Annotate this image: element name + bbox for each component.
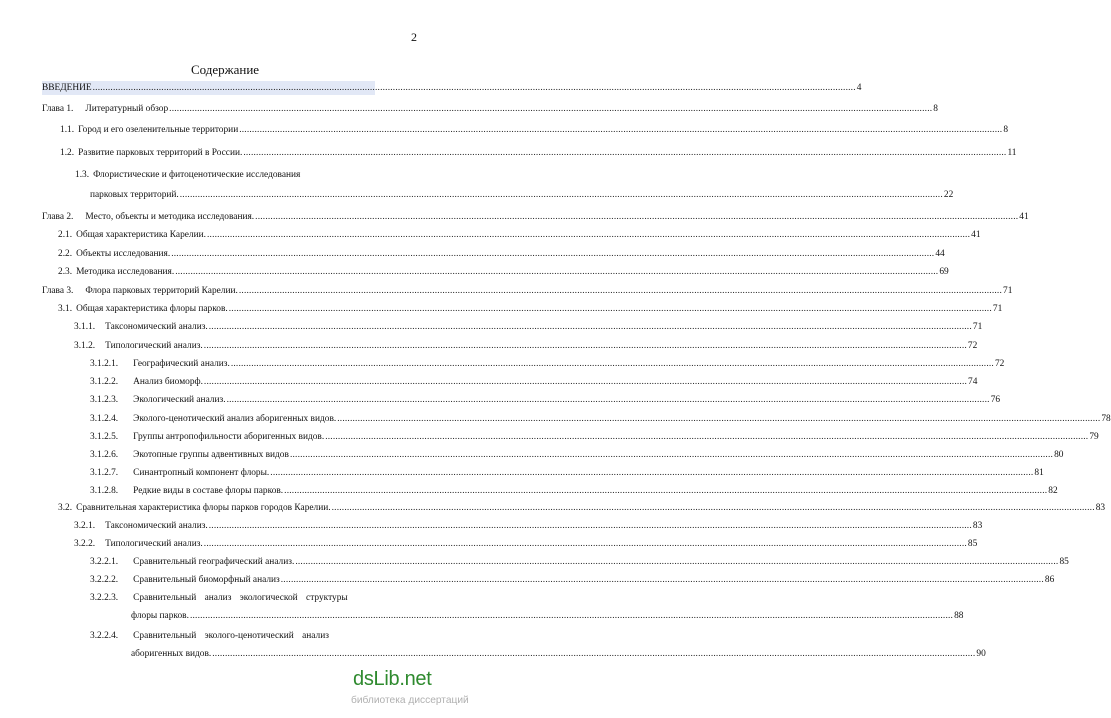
toc-entry-row xyxy=(90,591,375,605)
watermark xyxy=(351,668,469,712)
toc-entry-row xyxy=(90,412,1111,426)
toc-dot-leader: ............................................................................................................................................................................................................................................................................................................ xyxy=(289,450,1054,460)
toc-entry-number: 2.1. xyxy=(58,230,73,240)
toc-entry-page: 86 xyxy=(1044,575,1055,585)
toc-entry-number: 3.1.2.2. xyxy=(90,377,119,387)
toc-dot-leader: ............................................................................................................................................................................................................................................................................................................ xyxy=(212,649,976,659)
toc-entry-page: 83 xyxy=(972,521,983,531)
toc-entry-number: Глава 3. xyxy=(42,286,74,296)
toc-entry-row xyxy=(90,430,1099,444)
toc-entry-row xyxy=(74,320,983,334)
toc-entry-number: 3.2.2. xyxy=(74,539,96,549)
toc-entry xyxy=(75,168,954,202)
toc-entry-page: 4 xyxy=(856,83,862,93)
toc-entry xyxy=(90,484,1058,498)
toc-entry-row xyxy=(90,573,1055,587)
toc-entry xyxy=(60,146,1017,160)
toc-dot-leader: ............................................................................................................................................................................................................................................................................................................ xyxy=(238,286,1002,296)
toc-entry-page: 83 xyxy=(1095,503,1106,513)
toc-entry xyxy=(90,629,986,661)
toc-entry-label: Методика исследования. xyxy=(76,267,175,277)
toc-entry-label: Эколого-ценотический анализ аборигенных видов. xyxy=(133,414,337,424)
toc-entry-label: Сравнительный географический анализ. xyxy=(133,557,295,567)
toc-entry-label: Город и его озеленительные территории xyxy=(78,125,239,135)
toc-dot-leader: ............................................................................................................................................................................................................................................................................................................ xyxy=(92,83,856,93)
toc-entry-row xyxy=(42,102,938,116)
toc-entry-label: Редкие виды в составе флоры парков. xyxy=(133,486,284,496)
toc-entry-page: 8 xyxy=(1003,125,1009,135)
toc-entry-number: 3.1.1. xyxy=(74,322,96,332)
toc-entry-row xyxy=(90,357,1005,371)
toc-entry-label: Экотопные группы адвентивных видов xyxy=(133,450,289,460)
toc-entry-number: 3.1. xyxy=(58,304,73,314)
toc-dot-leader: ............................................................................................................................................................................................................................................................................................................ xyxy=(325,432,1089,442)
toc-entry xyxy=(74,519,983,533)
toc-dot-leader: ............................................................................................................................................................................................................................................................................................................ xyxy=(226,395,990,405)
toc-entry-row xyxy=(42,284,1013,298)
toc-entry-page: 8 xyxy=(933,104,938,114)
toc-entry-number: 3.2.1. xyxy=(74,521,96,531)
toc-dot-leader: ............................................................................................................................................................................................................................................................................................................ xyxy=(255,212,1019,222)
watermark-logo: dsLib.net xyxy=(353,668,432,690)
toc-entry-label-continued: парковых территорий. xyxy=(90,190,179,200)
toc-entry-row xyxy=(42,210,1029,224)
toc-dot-leader: ............................................................................................................................................................................................................................................................................................................ xyxy=(169,104,933,114)
toc-entry-label: Литературный обзор xyxy=(85,104,169,114)
toc-dot-leader: ............................................................................................................................................................................................................................................................................................................ xyxy=(171,249,935,259)
toc-entry-row xyxy=(90,647,986,661)
toc-entry-label: Сравнительный биоморфный анализ xyxy=(133,575,280,585)
toc-entry-number: Глава 2. xyxy=(42,212,74,222)
toc-entry-page: 41 xyxy=(971,230,981,240)
toc-entry-row xyxy=(74,519,983,533)
toc-dot-leader: ............................................................................................................................................................................................................................................................................................................ xyxy=(280,575,1044,585)
toc-entry xyxy=(90,357,1005,371)
toc-entry-row xyxy=(90,609,964,623)
toc-dot-leader: ............................................................................................................................................................................................................................................................................................................ xyxy=(208,322,972,332)
toc-entry-row xyxy=(74,537,978,551)
toc-entry xyxy=(90,448,1064,462)
toc-entry-row xyxy=(58,247,945,261)
toc-entry-row xyxy=(75,168,375,182)
toc-dot-leader: ............................................................................................................................................................................................................................................................................................................ xyxy=(284,486,1048,496)
toc-entry xyxy=(74,320,983,334)
toc-entry xyxy=(90,430,1099,444)
toc-entry-number: 3.2.2.3. xyxy=(90,593,119,603)
toc-entry-label: Флористические и фитоценотические исследования xyxy=(93,170,301,180)
toc-entry xyxy=(60,123,1009,137)
toc-entry-page: 90 xyxy=(976,649,986,659)
toc-entry-label: Географический анализ. xyxy=(133,359,230,369)
toc-entry-number: 2.3. xyxy=(58,267,73,277)
toc-entry-row xyxy=(58,228,981,242)
toc-entry-row xyxy=(90,555,1069,569)
toc-entry-number: Глава 1. xyxy=(42,104,74,114)
toc-entry-number: 3.2. xyxy=(58,503,73,513)
toc-dot-leader: ............................................................................................................................................................................................................................................................................................................ xyxy=(230,359,994,369)
toc-entry-label: Экологический анализ. xyxy=(133,395,226,405)
toc-entry-row xyxy=(58,501,1106,515)
toc-entry-number: 3.1.2.4. xyxy=(90,414,119,424)
toc-dot-leader: ............................................................................................................................................................................................................................................................................................................ xyxy=(243,148,1007,158)
toc-entry-label-continued: флоры парков. xyxy=(131,611,189,621)
toc-entry xyxy=(42,102,938,116)
toc-entry-number: 1.2. xyxy=(60,148,75,158)
toc-entry xyxy=(42,284,1013,298)
toc-dot-leader: ............................................................................................................................................................................................................................................................................................................ xyxy=(331,503,1095,513)
toc-entry-number: 3.1.2. xyxy=(74,341,96,351)
toc-entry-row xyxy=(58,265,949,279)
toc-dot-leader: ............................................................................................................................................................................................................................................................................................................ xyxy=(239,125,1003,135)
toc-entry-label: Сравнительный анализ экологической структуры xyxy=(133,593,348,603)
toc-entry-label: Объекты исследования. xyxy=(76,249,171,259)
toc-entry-label: Общая характеристика флоры парков. xyxy=(76,304,228,314)
toc-entry-label: Типологический анализ. xyxy=(105,539,203,549)
toc-entry-page: 71 xyxy=(992,304,1003,314)
toc-entry-row xyxy=(42,81,862,95)
toc-entry-label: ВВЕДЕНИЕ xyxy=(42,83,92,93)
toc-entry-row xyxy=(90,448,1064,462)
toc-entry xyxy=(90,393,1001,407)
toc-dot-leader: ............................................................................................................................................................................................................................................................................................................ xyxy=(203,539,967,549)
toc-dot-leader: ............................................................................................................................................................................................................................................................................................................ xyxy=(203,377,968,387)
toc-entry-page: 78 xyxy=(1101,414,1111,424)
toc-entry-page: 79 xyxy=(1089,432,1099,442)
toc-entry-label: Общая характеристика Карелии. xyxy=(76,230,206,240)
toc-dot-leader: ............................................................................................................................................................................................................................................................................................................ xyxy=(337,414,1101,424)
toc-entry-row xyxy=(74,339,978,353)
toc-entry-page: 72 xyxy=(994,359,1005,369)
toc-entry-label: Таксономический анализ. xyxy=(105,521,208,531)
toc-entry-row xyxy=(90,484,1058,498)
toc-entry xyxy=(74,339,978,353)
toc-entry-page: 85 xyxy=(967,539,978,549)
toc-title: Содержание xyxy=(190,62,260,77)
toc-entry xyxy=(58,247,945,261)
page-number: 2 xyxy=(411,30,417,44)
toc-entry xyxy=(90,573,1055,587)
toc-entry-label: Место, объекты и методика исследования. xyxy=(85,212,255,222)
toc-entry-label: Развитие парковых территорий в России. xyxy=(78,148,243,158)
toc-entry-row xyxy=(75,188,954,202)
toc-entry-page: 44 xyxy=(935,249,945,259)
toc-entry-number: 3.1.2.5. xyxy=(90,432,119,442)
toc-dot-leader: ............................................................................................................................................................................................................................................................................................................ xyxy=(203,341,967,351)
toc-entry-row xyxy=(90,629,375,643)
toc-entry-row xyxy=(58,302,1003,316)
toc-entry-label: Таксономический анализ. xyxy=(105,322,208,332)
toc-entry-page: 22 xyxy=(943,190,954,200)
toc-entry-row xyxy=(60,123,1009,137)
toc-entry-number: 2.2. xyxy=(58,249,73,259)
toc-entry-label: Анализ биоморф. xyxy=(133,377,203,387)
toc-entry xyxy=(58,302,1003,316)
toc-entry-number: 3.1.2.1. xyxy=(90,359,119,369)
toc-dot-leader: ............................................................................................................................................................................................................................................................................................................ xyxy=(179,190,943,200)
toc-entry-page: 85 xyxy=(1059,557,1069,567)
toc-entry-page: 81 xyxy=(1034,468,1044,478)
toc-entry-row xyxy=(60,146,1017,160)
toc-entry-number: 1.3. xyxy=(75,170,90,180)
toc-entry xyxy=(42,81,862,95)
toc-entry xyxy=(90,466,1044,480)
toc-entry-label: Сравнительная характеристика флоры парков городов Карелии. xyxy=(76,503,331,513)
toc-entry-page: 11 xyxy=(1007,148,1017,158)
toc-entry-page: 71 xyxy=(1003,286,1013,296)
toc-entry xyxy=(90,555,1069,569)
watermark-caption: библиотека диссертаций xyxy=(351,695,469,706)
toc-entry xyxy=(90,375,978,389)
toc-entry xyxy=(74,537,978,551)
toc-entry-number: 3.1.2.8. xyxy=(90,486,119,496)
toc-entry-number: 3.1.2.6. xyxy=(90,450,119,460)
toc-dot-leader: ............................................................................................................................................................................................................................................................................................................ xyxy=(295,557,1059,567)
toc-dot-leader: ............................................................................................................................................................................................................................................................................................................ xyxy=(175,267,939,277)
toc-entry-page: 69 xyxy=(939,267,949,277)
toc-entry-page: 82 xyxy=(1048,486,1058,496)
toc-dot-leader: ............................................................................................................................................................................................................................................................................................................ xyxy=(189,611,954,621)
toc-dot-leader: ............................................................................................................................................................................................................................................................................................................ xyxy=(207,230,971,240)
toc-entry-page: 76 xyxy=(990,395,1001,405)
toc-entry-number: 3.2.2.1. xyxy=(90,557,119,567)
toc-entry-number: 3.1.2.7. xyxy=(90,468,119,478)
toc-entry-label: Сравнительный эколого-ценотический анализ xyxy=(133,631,329,641)
toc-entry-page: 71 xyxy=(972,322,983,332)
toc-entry-number: 1.1. xyxy=(60,125,75,135)
toc-dot-leader: ............................................................................................................................................................................................................................................................................................................ xyxy=(270,468,1034,478)
toc-entry-number: 3.2.2.4. xyxy=(90,631,119,641)
toc-entry xyxy=(58,501,1106,515)
toc-entry-label: Синантропный компонент флоры. xyxy=(133,468,270,478)
toc-entry-page: 41 xyxy=(1019,212,1029,222)
toc-entry-page: 72 xyxy=(967,341,978,351)
toc-dot-leader: ............................................................................................................................................................................................................................................................................................................ xyxy=(228,304,992,314)
toc-entry-number: 3.1.2.3. xyxy=(90,395,119,405)
toc-entry-row xyxy=(90,375,978,389)
toc-dot-leader: ............................................................................................................................................................................................................................................................................................................ xyxy=(208,521,972,531)
toc-entry xyxy=(58,228,981,242)
toc-entry-page: 74 xyxy=(968,377,978,387)
toc-entry xyxy=(42,210,1029,224)
toc-entry-row xyxy=(90,466,1044,480)
toc-entry-label: Типологический анализ. xyxy=(105,341,203,351)
toc-entry-row xyxy=(90,393,1001,407)
toc-entry xyxy=(90,412,1111,426)
toc-entry xyxy=(58,265,949,279)
toc-entry-page: 88 xyxy=(954,611,964,621)
toc-entry xyxy=(90,591,964,623)
toc-entry-page: 80 xyxy=(1054,450,1064,460)
toc-entry-label: Группы антропофильности аборигенных видов. xyxy=(133,432,325,442)
toc-entry-label: Флора парковых территорий Карелии. xyxy=(85,286,238,296)
toc-entry-number: 3.2.2.2. xyxy=(90,575,119,585)
toc-entry-label-continued: аборигенных видов. xyxy=(131,649,212,659)
